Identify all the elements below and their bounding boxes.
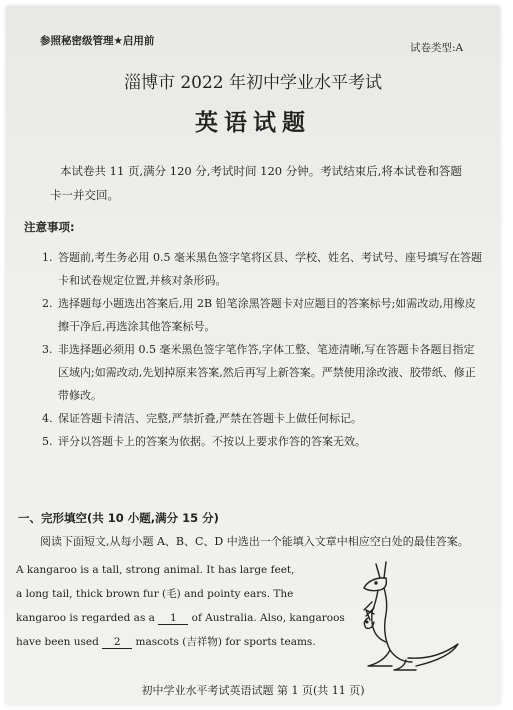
blank-2: 2 — [102, 636, 132, 649]
exam-paper — [6, 6, 500, 704]
blank-1: 1 — [158, 612, 188, 625]
section-heading: 一、完形填空(共 10 小题,满分 15 分) — [18, 511, 219, 525]
passage-line — [16, 606, 346, 630]
cloze-passage — [16, 558, 346, 654]
paper-type-label: 试卷类型:A — [410, 42, 464, 54]
page-footer: 初中学业水平考试英语试题 第 1 页(共 11 页) — [141, 684, 365, 697]
passage-text: have been used — [16, 636, 99, 648]
kangaroo-illustration — [346, 558, 466, 676]
passage-line — [16, 630, 346, 654]
passage-text: a long tail, thick brown fur (毛) and pointy ears. The — [16, 588, 294, 600]
passage-text: A kangaroo is a tall, strong animal. It has large feet, — [16, 564, 295, 576]
note-text: 答题前,考生务必用 0.5 毫米黑色签字笔将区县、学校、姓名、考试号、座号填写在答题卡和试卷规定位置,并核对条形码。 — [58, 251, 482, 287]
notes-heading: 注意事项: — [24, 220, 75, 234]
passage-text: kangaroo is regarded as a — [16, 612, 155, 624]
exam-title: 淄博市 2022 年初中学业水平考试 — [123, 73, 383, 93]
note-item — [42, 338, 482, 407]
confidential-label: 参照秘密级管理★启用前 — [40, 35, 155, 47]
note-item — [42, 292, 482, 338]
passage-text: of Australia. Also, kangaroos — [191, 612, 345, 624]
note-number: 3. — [42, 343, 53, 356]
section-instruction: 阅读下面短文,从每小题 A、B、C、D 中选出一个能填入文章中相应空白处的最佳答案。 — [40, 535, 469, 548]
note-text: 保证答题卡清洁、完整,严禁折叠,严禁在答题卡上做任何标记。 — [58, 412, 362, 425]
note-item — [42, 246, 482, 292]
passage-line — [16, 558, 346, 582]
note-text: 评分以答题卡上的答案为依据。不按以上要求作答的答案无效。 — [58, 435, 366, 448]
note-number: 4. — [42, 412, 53, 425]
note-text: 非选择题必须用 0.5 毫米黑色签字笔作答,字体工整、笔迹清晰,写在答题卡各题目指定区域内;如需改动,先划掉原来答案,然后再写上新答案。严禁使用涂改液、胶带纸、修正带修改。 — [58, 343, 476, 402]
note-text: 选择题每小题选出答案后,用 2B 铅笔涂黑答题卡对应题目的答案标号;如需改动,用橡皮擦干净后,再选涂其他答案标号。 — [58, 297, 476, 333]
note-item — [42, 407, 482, 430]
passage-line — [16, 582, 346, 606]
notes-list — [42, 246, 482, 453]
note-number: 2. — [42, 297, 53, 310]
intro-paragraph: 本试卷共 11 页,满分 120 分,考试时间 120 分钟。考试结束后,将本试卷和答题卡一并交回。 — [50, 164, 462, 202]
note-number: 1. — [42, 251, 53, 264]
note-item — [42, 430, 482, 453]
passage-text: mascots (吉祥物) for sports teams. — [135, 636, 316, 648]
subject-title: 英语试题 — [195, 110, 311, 136]
note-number: 5. — [42, 435, 53, 448]
